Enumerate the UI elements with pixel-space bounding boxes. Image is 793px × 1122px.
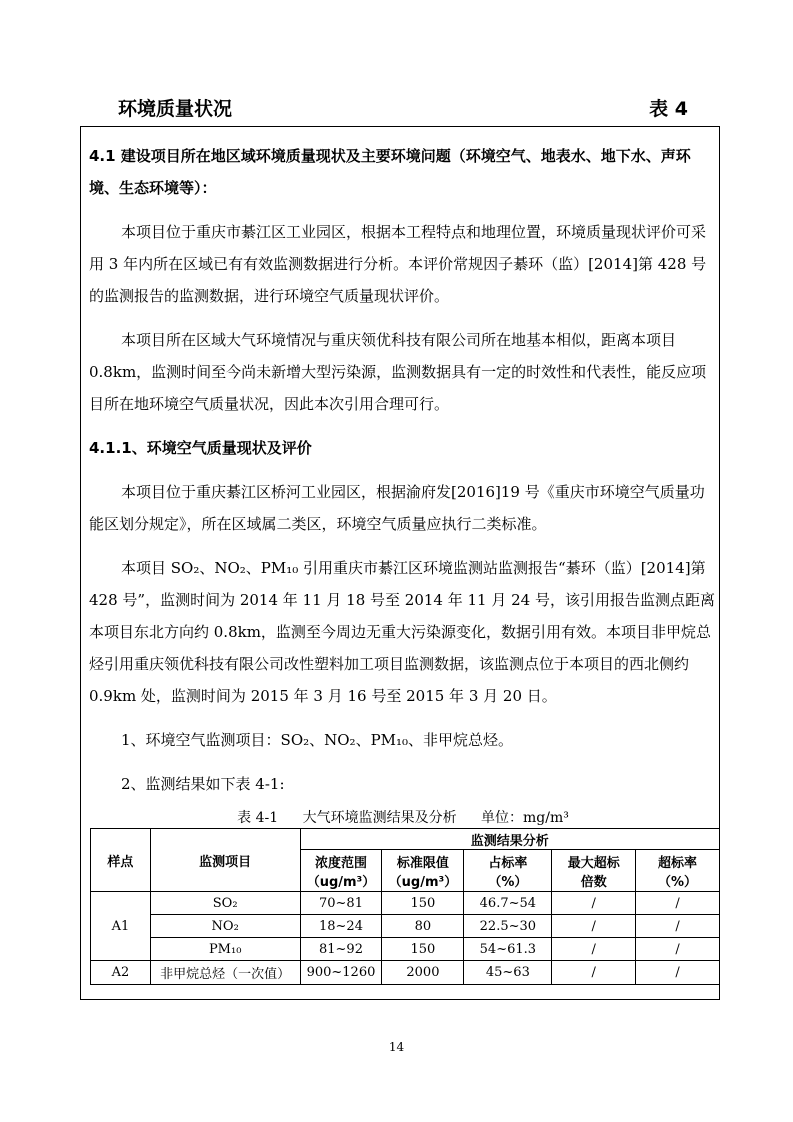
header-max-exceed: 最大超标 倍数 bbox=[552, 850, 636, 892]
header-group: 监测结果分析 bbox=[300, 829, 720, 850]
paragraph-1: 本项目位于重庆市綦江区工业园区，根据本工程特点和地理位置，环境质量现状评价可采用 3 年内所在区域已有有效监测数据进行分析。本评价常规因子綦环（监）[2014]第 428 号的监测报告的监测数据，进行环境空气质量现状评价。 bbox=[89, 223, 707, 305]
header-title: 环境质量状况 bbox=[118, 98, 233, 120]
header-table-tag: 表 4 bbox=[649, 98, 688, 120]
cell-item: SO₂ bbox=[150, 892, 300, 915]
header-limit: 标准限值 （ug/m³） bbox=[382, 850, 464, 892]
cell-site: A2 bbox=[91, 961, 151, 985]
paragraph-4: 本项目 SO₂、NO₂、PM₁₀ 引用重庆市綦江区环境监测站监测报告“綦环（监）[2014]第 428 号”，监测时间为 2014 年 11 月 18 号至 2014 年 11 月 24 号，该引用报告监测点距离本项目东北方向约 0.8km，监测至今周边无重大污染源变化，数据引用有效。本项目非甲烷总烃引用重庆领优科技有限公司改性塑料加工项目监测数据，该监测点位于本项目的西北侧约 0.9km 处，监测时间为 2015 年 3 月 16 号至 2015 年 3 月 20 日。 bbox=[89, 559, 715, 705]
cell-ratio: 46.7~54 bbox=[464, 892, 552, 915]
table-number: 表 4-1 bbox=[237, 810, 279, 826]
table-row bbox=[91, 938, 720, 961]
cell-item: PM₁₀ bbox=[150, 938, 300, 961]
cell-item: 非甲烷总烃（一次值） bbox=[150, 961, 300, 985]
cell-exceed-rate: / bbox=[636, 961, 720, 985]
cell-exceed-rate: / bbox=[636, 915, 720, 938]
table-caption bbox=[89, 808, 717, 828]
cell-limit: 80 bbox=[382, 915, 464, 938]
cell-limit: 150 bbox=[382, 938, 464, 961]
section-heading: 4.1 建设项目所在地区域环境质量现状及主要环境问题（环境空气、地表水、地下水、声环境、生态环境等）： bbox=[89, 147, 691, 197]
header-ratio: 占标率 （%） bbox=[464, 850, 552, 892]
cell-limit: 150 bbox=[382, 892, 464, 915]
main-content bbox=[89, 140, 717, 834]
cell-ratio: 45~63 bbox=[464, 961, 552, 985]
cell-ratio: 22.5~30 bbox=[464, 915, 552, 938]
cell-max-exceed: / bbox=[552, 915, 636, 938]
table-row bbox=[91, 915, 720, 938]
list-item-1: 1、环境空气监测项目：SO₂、NO₂、PM₁₀、非甲烷总烃。 bbox=[121, 731, 514, 749]
monitoring-results-table bbox=[90, 828, 720, 985]
sub-heading: 4.1.1、环境空气质量现状及评价 bbox=[89, 439, 312, 457]
cell-item: NO₂ bbox=[150, 915, 300, 938]
table-unit: 单位：mg/m³ bbox=[481, 810, 569, 826]
cell-max-exceed: / bbox=[552, 938, 636, 961]
cell-exceed-rate: / bbox=[636, 892, 720, 915]
cell-max-exceed: / bbox=[552, 961, 636, 985]
cell-ratio: 54~61.3 bbox=[464, 938, 552, 961]
header-exceed-rate: 超标率 （%） bbox=[636, 850, 720, 892]
cell-range: 81~92 bbox=[300, 938, 382, 961]
cell-range: 900~1260 bbox=[300, 961, 382, 985]
paragraph-2: 本项目所在区域大气环境情况与重庆领优科技有限公司所在地基本相似，距离本项目 0.8km，监测时间至今尚未新增大型污染源，监测数据具有一定的时效性和代表性，能反应项目所在地环境空气质量状况，因此本次引用合理可行。 bbox=[89, 331, 707, 413]
header-site: 样点 bbox=[91, 829, 151, 892]
cell-exceed-rate: / bbox=[636, 938, 720, 961]
header-range: 浓度范围 （ug/m³） bbox=[300, 850, 382, 892]
header-item: 监测项目 bbox=[150, 829, 300, 892]
cell-range: 70~81 bbox=[300, 892, 382, 915]
cell-range: 18~24 bbox=[300, 915, 382, 938]
page-header bbox=[110, 94, 688, 124]
cell-max-exceed: / bbox=[552, 892, 636, 915]
cell-limit: 2000 bbox=[382, 961, 464, 985]
table-title: 大气环境监测结果及分析 bbox=[302, 810, 457, 826]
list-item-2: 2、监测结果如下表 4-1: bbox=[121, 775, 285, 793]
table-row bbox=[91, 892, 720, 915]
cell-site: A1 bbox=[91, 892, 151, 961]
page-number: 14 bbox=[388, 1040, 405, 1054]
paragraph-3: 本项目位于重庆綦江区桥河工业园区，根据渝府发[2016]19 号《重庆市环境空气质量功能区划分规定》，所在区域属二类区，环境空气质量应执行二类标准。 bbox=[89, 483, 705, 533]
table-row bbox=[91, 961, 720, 985]
